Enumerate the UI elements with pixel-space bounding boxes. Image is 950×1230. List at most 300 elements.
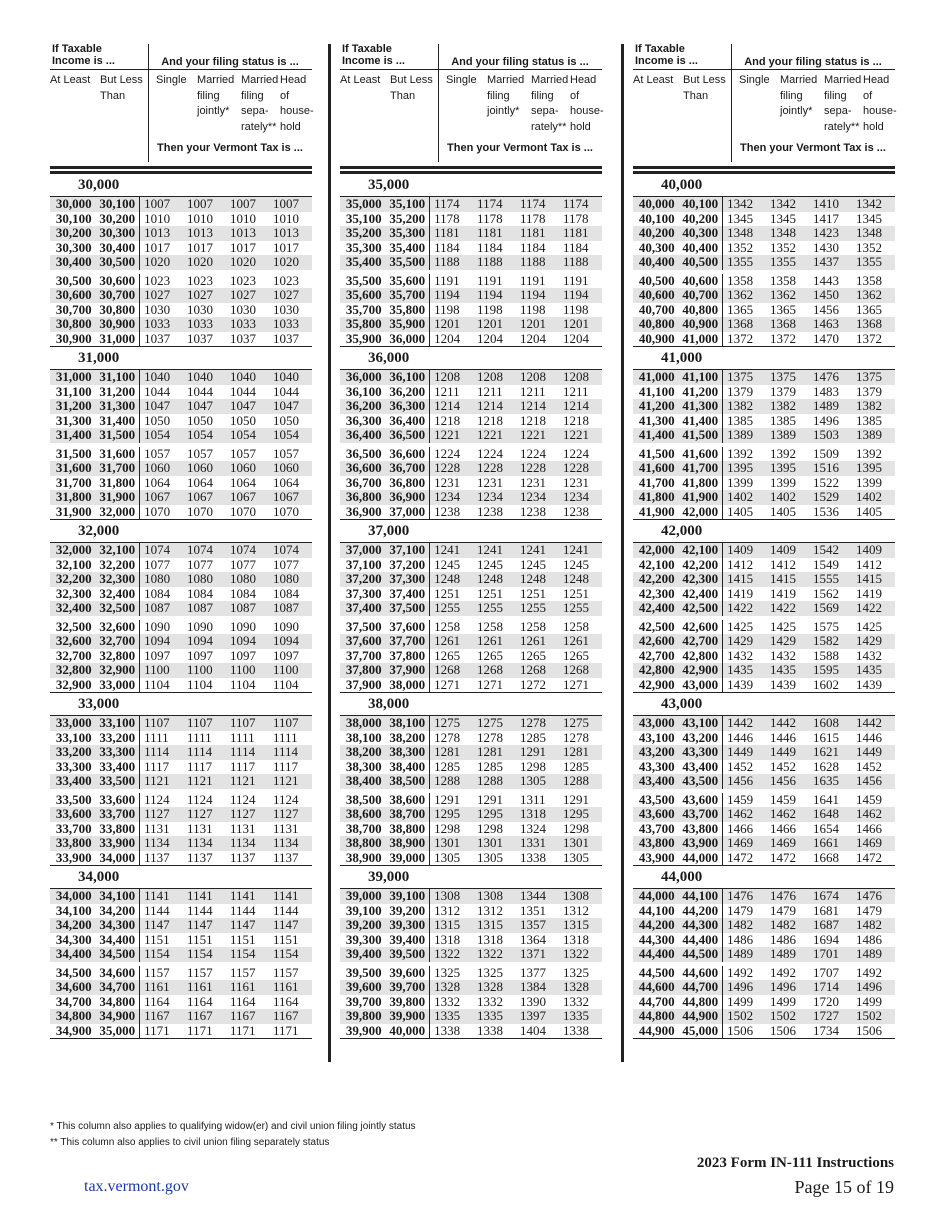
head-of-household-tax: 1415 <box>856 571 883 586</box>
table-row <box>633 505 895 520</box>
married-separately-tax: 1707 <box>813 964 840 980</box>
header-married-separately: Married filing sepa- rately** <box>824 74 862 133</box>
single-tax: 1181 <box>434 225 460 240</box>
table-row <box>633 490 895 505</box>
at-least-value: 44,200 <box>638 917 675 932</box>
married-jointly-tax: 1171 <box>187 1022 213 1038</box>
married-separately-tax: 1285 <box>520 729 547 745</box>
row-block <box>340 543 602 616</box>
but-less-value: 36,600 <box>382 447 430 462</box>
head-of-household-tax: 1312 <box>563 902 590 918</box>
single-tax: 1275 <box>434 715 461 730</box>
married-separately-tax: 1258 <box>520 618 547 634</box>
but-less-value: 39,400 <box>382 933 430 948</box>
married-separately-tax: 1476 <box>813 369 840 384</box>
single-tax: 1084 <box>144 585 171 601</box>
table-row <box>50 966 312 981</box>
income-group <box>340 519 602 692</box>
table-row <box>340 918 602 933</box>
head-of-household-tax: 1228 <box>563 460 590 475</box>
married-jointly-tax: 1375 <box>770 369 797 384</box>
table-row <box>50 274 312 289</box>
single-tax: 1114 <box>144 744 170 759</box>
married-jointly-tax: 1007 <box>187 196 214 211</box>
married-separately-tax: 1430 <box>813 239 840 255</box>
table-row <box>340 288 602 303</box>
head-of-household-tax: 1499 <box>856 993 883 1009</box>
at-least-value: 31,000 <box>55 369 92 384</box>
at-least-value: 36,900 <box>345 503 382 519</box>
at-least-value: 32,300 <box>55 585 92 601</box>
table-row <box>633 807 895 822</box>
table-row <box>633 317 895 332</box>
single-tax: 1308 <box>434 888 461 903</box>
married-separately-tax: 1522 <box>813 474 840 490</box>
at-least-value: 31,200 <box>55 398 92 413</box>
married-separately-tax: 1324 <box>520 820 547 836</box>
married-jointly-tax: 1432 <box>770 647 797 663</box>
but-less-value: 34,800 <box>92 995 140 1010</box>
married-jointly-tax: 1362 <box>770 287 797 302</box>
but-less-value: 41,900 <box>675 490 723 505</box>
single-tax: 1013 <box>144 225 171 240</box>
table-row <box>340 678 602 693</box>
at-least-value: 33,200 <box>55 744 92 759</box>
but-less-value: 44,600 <box>675 966 723 981</box>
married-jointly-tax: 1305 <box>477 849 504 865</box>
at-least-value: 31,100 <box>55 383 92 399</box>
married-separately-tax: 1077 <box>230 556 257 572</box>
income-group <box>633 346 895 519</box>
married-jointly-tax: 1151 <box>187 931 213 947</box>
group-heading: 39,000 <box>340 865 602 889</box>
at-least-value: 37,200 <box>345 571 382 586</box>
married-jointly-tax: 1368 <box>770 316 797 331</box>
married-jointly-tax: 1402 <box>770 489 797 504</box>
single-tax: 1077 <box>144 556 171 572</box>
single-tax: 1489 <box>727 946 754 961</box>
married-jointly-tax: 1067 <box>187 489 214 504</box>
at-least-value: 40,300 <box>638 239 675 255</box>
single-tax: 1449 <box>727 744 754 759</box>
row-block <box>633 370 895 443</box>
single-tax: 1258 <box>434 618 461 634</box>
married-separately-tax: 1090 <box>230 618 257 634</box>
at-least-value: 41,500 <box>638 445 675 461</box>
table-row <box>340 428 602 443</box>
head-of-household-tax: 1375 <box>856 369 883 384</box>
married-separately-tax: 1720 <box>813 993 840 1009</box>
single-tax: 1107 <box>144 715 170 730</box>
at-least-value: 41,600 <box>638 460 675 475</box>
head-of-household-tax: 1054 <box>273 427 300 442</box>
single-tax: 1054 <box>144 427 171 442</box>
row-block <box>633 543 895 616</box>
at-least-value: 30,500 <box>55 272 92 288</box>
at-least-value: 36,600 <box>345 460 382 475</box>
income-group <box>50 171 312 346</box>
column-separator <box>328 44 331 1062</box>
married-separately-tax: 1608 <box>813 715 840 730</box>
married-jointly-tax: 1020 <box>187 254 214 269</box>
single-tax: 1439 <box>727 676 754 692</box>
table-row <box>340 385 602 400</box>
head-of-household-tax: 1402 <box>856 489 883 504</box>
table-row <box>633 793 895 808</box>
at-least-value: 30,700 <box>55 301 92 317</box>
but-less-value: 32,300 <box>92 572 140 587</box>
married-separately-tax: 1569 <box>813 600 840 615</box>
single-tax: 1080 <box>144 571 171 586</box>
but-less-value: 32,900 <box>92 663 140 678</box>
single-tax: 1422 <box>727 600 754 615</box>
at-least-value: 42,800 <box>638 662 675 677</box>
single-tax: 1435 <box>727 662 754 677</box>
row-block <box>633 274 895 347</box>
at-least-value: 38,400 <box>345 773 382 788</box>
single-tax: 1064 <box>144 474 171 490</box>
table-row <box>50 428 312 443</box>
married-jointly-tax: 1479 <box>770 902 797 918</box>
at-least-value: 41,000 <box>638 369 675 384</box>
head-of-household-tax: 1462 <box>856 806 883 821</box>
header-income-label: If Taxable Income is ... <box>52 43 115 67</box>
single-tax: 1241 <box>434 542 461 557</box>
single-tax: 1157 <box>144 964 170 980</box>
married-jointly-tax: 1188 <box>477 254 503 269</box>
at-least-value: 40,000 <box>638 196 675 211</box>
table-row <box>340 980 602 995</box>
married-separately-tax: 1184 <box>520 239 546 255</box>
table-row <box>340 317 602 332</box>
at-least-value: 33,000 <box>55 715 92 730</box>
table-row <box>633 587 895 602</box>
head-of-household-tax: 1449 <box>856 744 883 759</box>
married-separately-tax: 1443 <box>813 272 840 288</box>
single-tax: 1147 <box>144 917 170 932</box>
married-jointly-tax: 1211 <box>477 383 503 399</box>
at-least-value: 34,000 <box>55 888 92 903</box>
at-least-value: 41,400 <box>638 427 675 442</box>
head-of-household-tax: 1050 <box>273 412 300 428</box>
head-of-household-tax: 1218 <box>563 412 590 428</box>
single-tax: 1425 <box>727 618 754 634</box>
single-tax: 1030 <box>144 301 171 317</box>
but-less-value: 33,900 <box>92 836 140 851</box>
table-row <box>633 197 895 212</box>
header-married-jointly: Married filing jointly* <box>487 74 525 117</box>
group-heading: 36,000 <box>340 346 602 370</box>
single-tax: 1452 <box>727 758 754 774</box>
single-tax: 1023 <box>144 272 171 288</box>
married-jointly-tax: 1459 <box>770 791 797 807</box>
head-of-household-tax: 1157 <box>273 964 299 980</box>
married-jointly-tax: 1097 <box>187 647 214 663</box>
head-of-household-tax: 1368 <box>856 316 883 331</box>
table-row <box>50 476 312 491</box>
head-of-household-tax: 1107 <box>273 715 299 730</box>
married-jointly-tax: 1057 <box>187 445 214 461</box>
head-of-household-tax: 1087 <box>273 600 300 615</box>
table-row <box>340 601 602 616</box>
at-least-value: 43,500 <box>638 791 675 807</box>
single-tax: 1412 <box>727 556 754 572</box>
but-less-value: 42,900 <box>675 663 723 678</box>
at-least-value: 31,400 <box>55 427 92 442</box>
married-separately-tax: 1641 <box>813 791 840 807</box>
but-less-value: 31,700 <box>92 461 140 476</box>
at-least-value: 43,300 <box>638 758 675 774</box>
income-group <box>50 692 312 865</box>
head-of-household-tax: 1241 <box>563 542 590 557</box>
married-jointly-tax: 1224 <box>477 445 504 461</box>
head-of-household-tax: 1372 <box>856 330 883 346</box>
single-tax: 1171 <box>144 1022 170 1038</box>
but-less-value: 41,400 <box>675 414 723 429</box>
at-least-value: 33,100 <box>55 729 92 745</box>
married-separately-tax: 1377 <box>520 964 547 980</box>
at-least-value: 41,700 <box>638 474 675 490</box>
single-tax: 1462 <box>727 806 754 821</box>
married-separately-tax: 1251 <box>520 585 547 601</box>
married-jointly-tax: 1385 <box>770 412 797 428</box>
row-block <box>633 620 895 693</box>
but-less-value: 41,700 <box>675 461 723 476</box>
single-tax: 1228 <box>434 460 461 475</box>
single-tax: 1298 <box>434 820 461 836</box>
head-of-household-tax: 1251 <box>563 585 590 601</box>
married-jointly-tax: 1489 <box>770 946 797 961</box>
but-less-value: 33,300 <box>92 745 140 760</box>
row-block <box>633 889 895 962</box>
table-row <box>340 793 602 808</box>
but-less-value: 36,200 <box>382 385 430 400</box>
single-tax: 1131 <box>144 820 170 836</box>
married-jointly-tax: 1023 <box>187 272 214 288</box>
married-separately-tax: 1144 <box>230 902 256 918</box>
married-jointly-tax: 1312 <box>477 902 504 918</box>
but-less-value: 38,200 <box>382 731 430 746</box>
married-jointly-tax: 1231 <box>477 474 504 490</box>
footnote-2: ** This column also applies to civil union filing separately status <box>50 1137 330 1148</box>
but-less-value: 44,500 <box>675 947 723 962</box>
head-of-household-tax: 1094 <box>273 633 300 648</box>
at-least-value: 43,000 <box>638 715 675 730</box>
single-tax: 1389 <box>727 427 754 442</box>
married-jointly-tax: 1238 <box>477 503 504 519</box>
table-row <box>50 995 312 1010</box>
head-of-household-tax: 1191 <box>563 272 589 288</box>
single-tax: 1204 <box>434 330 461 346</box>
single-tax: 1151 <box>144 931 170 947</box>
row-block <box>340 620 602 693</box>
married-jointly-tax: 1278 <box>477 729 504 745</box>
table-row <box>50 288 312 303</box>
table-row <box>633 255 895 270</box>
married-jointly-tax: 1077 <box>187 556 214 572</box>
married-jointly-tax: 1060 <box>187 460 214 475</box>
but-less-value: 44,200 <box>675 904 723 919</box>
head-of-household-tax: 1117 <box>273 758 299 774</box>
table-row <box>340 995 602 1010</box>
single-tax: 1097 <box>144 647 171 663</box>
head-of-household-tax: 1010 <box>273 210 300 226</box>
single-tax: 1070 <box>144 503 171 519</box>
married-jointly-tax: 1121 <box>187 773 213 788</box>
head-of-household-tax: 1214 <box>563 398 590 413</box>
but-less-value: 42,700 <box>675 634 723 649</box>
table-row <box>633 836 895 851</box>
footnote-1: * This column also applies to qualifying widow(er) and civil union filing jointly status <box>50 1121 416 1132</box>
head-of-household-tax: 1496 <box>856 979 883 994</box>
married-jointly-tax: 1355 <box>770 254 797 269</box>
but-less-value: 31,900 <box>92 490 140 505</box>
single-tax: 1047 <box>144 398 171 413</box>
head-of-household-tax: 1446 <box>856 729 883 745</box>
income-group <box>340 171 602 346</box>
but-less-value: 30,200 <box>92 212 140 227</box>
married-jointly-tax: 1084 <box>187 585 214 601</box>
income-group <box>50 346 312 519</box>
head-of-household-tax: 1318 <box>563 931 590 947</box>
header-at-least: At Least <box>50 74 91 86</box>
head-of-household-tax: 1389 <box>856 427 883 442</box>
table-row <box>633 1009 895 1024</box>
but-less-value: 35,100 <box>382 197 430 212</box>
but-less-value: 42,300 <box>675 572 723 587</box>
head-of-household-tax: 1030 <box>273 301 300 317</box>
head-of-household-tax: 1027 <box>273 287 300 302</box>
single-tax: 1234 <box>434 489 461 504</box>
married-separately-tax: 1628 <box>813 758 840 774</box>
header-married-jointly: Married filing jointly* <box>197 74 235 117</box>
header-rule <box>633 69 895 70</box>
at-least-value: 33,500 <box>55 791 92 807</box>
row-block <box>50 274 312 347</box>
married-separately-tax: 1681 <box>813 902 840 918</box>
but-less-value: 38,600 <box>382 793 430 808</box>
married-jointly-tax: 1288 <box>477 773 504 788</box>
single-tax: 1201 <box>434 316 461 331</box>
row-block <box>633 966 895 1040</box>
table-row <box>340 947 602 962</box>
table-row <box>340 476 602 491</box>
table-row <box>340 558 602 573</box>
at-least-value: 35,600 <box>345 287 382 302</box>
but-less-value: 32,600 <box>92 620 140 635</box>
group-heading: 33,000 <box>50 692 312 716</box>
at-least-value: 40,800 <box>638 316 675 331</box>
married-jointly-tax: 1342 <box>770 196 797 211</box>
married-jointly-tax: 1111 <box>187 729 212 745</box>
table-row <box>340 716 602 731</box>
married-separately-tax: 1027 <box>230 287 257 302</box>
table-row <box>50 370 312 385</box>
married-separately-tax: 1151 <box>230 931 256 947</box>
single-tax: 1164 <box>144 993 170 1009</box>
head-of-household-tax: 1077 <box>273 556 300 572</box>
married-separately-tax: 1084 <box>230 585 257 601</box>
married-jointly-tax: 1154 <box>187 946 213 961</box>
row-block <box>50 889 312 962</box>
but-less-value: 40,800 <box>675 303 723 318</box>
single-tax: 1315 <box>434 917 461 932</box>
table-row <box>340 490 602 505</box>
table-row <box>50 197 312 212</box>
married-jointly-tax: 1452 <box>770 758 797 774</box>
table-row <box>50 601 312 616</box>
at-least-value: 32,700 <box>55 647 92 663</box>
head-of-household-tax: 1492 <box>856 964 883 980</box>
single-tax: 1255 <box>434 600 461 615</box>
but-less-value: 30,900 <box>92 317 140 332</box>
head-of-household-tax: 1047 <box>273 398 300 413</box>
married-separately-tax: 1094 <box>230 633 257 648</box>
but-less-value: 40,400 <box>675 241 723 256</box>
married-separately-tax: 1298 <box>520 758 547 774</box>
row-block <box>50 370 312 443</box>
married-jointly-tax: 1044 <box>187 383 214 399</box>
married-jointly-tax: 1476 <box>770 888 797 903</box>
head-of-household-tax: 1412 <box>856 556 883 572</box>
head-of-household-tax: 1033 <box>273 316 300 331</box>
head-of-household-tax: 1442 <box>856 715 883 730</box>
married-jointly-tax: 1456 <box>770 773 797 788</box>
married-jointly-tax: 1392 <box>770 445 797 461</box>
married-jointly-tax: 1241 <box>477 542 504 557</box>
head-of-household-tax: 1124 <box>273 791 299 807</box>
at-least-value: 33,300 <box>55 758 92 774</box>
table-row <box>633 476 895 491</box>
married-jointly-tax: 1201 <box>477 316 504 331</box>
but-less-value: 36,300 <box>382 399 430 414</box>
single-tax: 1144 <box>144 902 170 918</box>
at-least-value: 41,200 <box>638 398 675 413</box>
header-but-less: But Less Than <box>100 74 143 102</box>
table-row <box>50 303 312 318</box>
married-jointly-tax: 1251 <box>477 585 504 601</box>
married-separately-tax: 1351 <box>520 902 547 918</box>
table-row <box>340 447 602 462</box>
head-of-household-tax: 1255 <box>563 600 590 615</box>
but-less-value: 33,200 <box>92 731 140 746</box>
married-separately-tax: 1687 <box>813 917 840 932</box>
single-tax: 1402 <box>727 489 754 504</box>
married-jointly-tax: 1221 <box>477 427 504 442</box>
single-tax: 1174 <box>434 196 460 211</box>
married-jointly-tax: 1419 <box>770 585 797 601</box>
table-row <box>633 889 895 904</box>
married-separately-tax: 1074 <box>230 542 257 557</box>
table-row <box>633 543 895 558</box>
header-married-separately: Married filing sepa- rately** <box>241 74 279 133</box>
table-row <box>50 572 312 587</box>
but-less-value: 37,200 <box>382 558 430 573</box>
at-least-value: 35,300 <box>345 239 382 255</box>
website-link[interactable]: tax.vermont.gov <box>84 1178 189 1195</box>
but-less-value: 41,100 <box>675 370 723 385</box>
at-least-value: 44,900 <box>638 1022 675 1038</box>
head-of-household-tax: 1174 <box>563 196 589 211</box>
header-then-label: Then your Vermont Tax is ... <box>740 142 886 154</box>
income-group <box>340 865 602 1039</box>
at-least-value: 33,600 <box>55 806 92 821</box>
at-least-value: 32,000 <box>55 542 92 557</box>
single-tax: 1472 <box>727 849 754 865</box>
but-less-value: 35,400 <box>382 241 430 256</box>
at-least-value: 37,700 <box>345 647 382 663</box>
but-less-value: 44,000 <box>675 851 723 866</box>
